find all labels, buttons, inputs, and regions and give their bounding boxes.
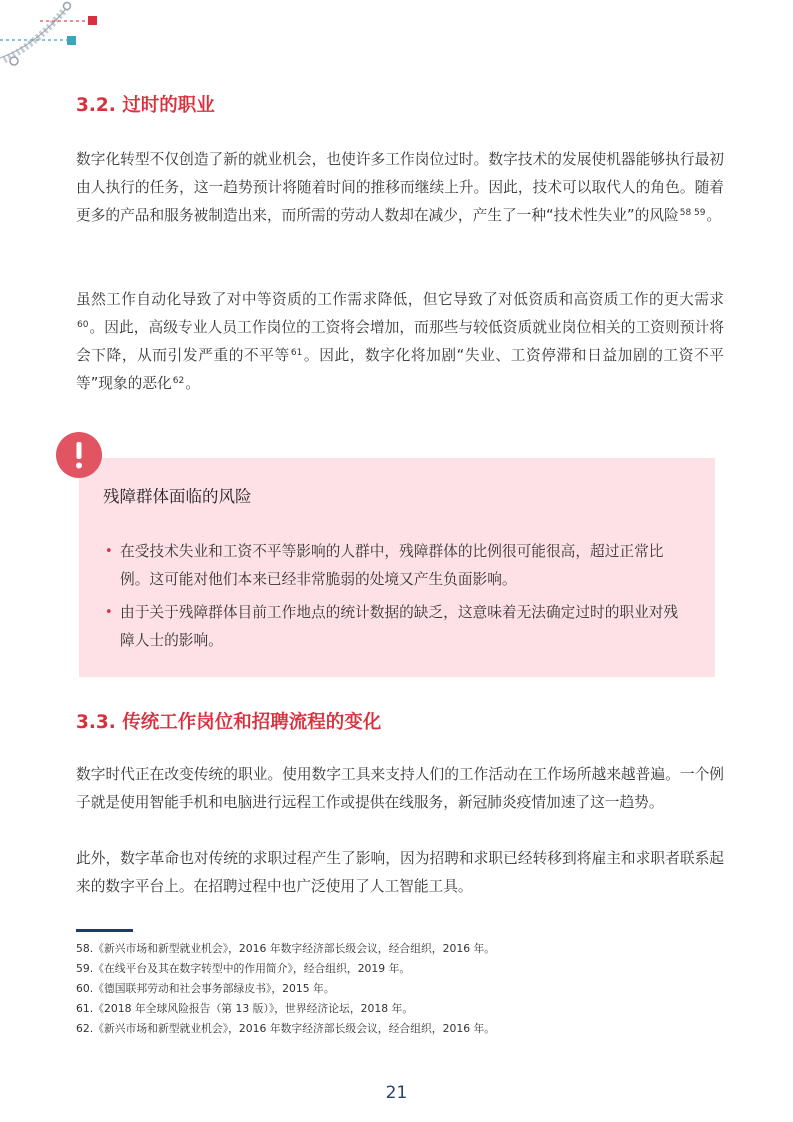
footnote-item: 61.《2018 年全球风险报告（第 13 版）》，世界经济论坛，2018 年。 (76, 1002, 414, 1015)
paragraph-obsolete-jobs: 数字化转型不仅创造了新的就业机会，也使许多工作岗位过时。数字技术的发展使机器能够执行最初由人执行的任务，这一趋势预计将随着时间的推移而继续上升。因此，技术可以取代人的角色。随着更多的产品和服务被制造出来，而所需的劳动人数却在减少，产生了一种“技术性失业”的风险$^{58 59}$。 (76, 151, 724, 224)
section-heading-3-3: 3.3. 传统工作岗位和招聘流程的变化 (76, 712, 382, 733)
footnote-list (76, 939, 736, 1039)
bullet-icon: • (105, 605, 113, 620)
footnote-item: 59.《在线平台及其在数字转型中的作用简介》，经合组织，2019 年。 (76, 962, 411, 975)
callout-list-item: • 由于关于残障群体目前工作地点的统计数据的缺乏，这意味着无法确定过时的职业对残障人士的影响。 (103, 599, 691, 655)
bullet-icon: • (105, 544, 113, 559)
footnote-item: 58.《新兴市场和新型就业机会》，2016 年数字经济部长级会议，经合组织，2016 年。 (76, 942, 496, 955)
footnote-ref[interactable]: 58 59 (679, 208, 706, 218)
page-number: 21 (385, 1083, 408, 1103)
paragraph-traditional-jobs: 数字时代正在改变传统的职业。使用数字工具来支持人们的工作活动在工作场所越来越普遍。一个例子就是使用智能手机和电脑进行远程工作或提供在线服务，新冠肺炎疫情加速了这一趋势。 (76, 766, 724, 811)
callout-list-item: • 在受技术失业和工资不平等影响的人群中，残障群体的比例很可能很高，超过正常比例。这可能对他们本来已经非常脆弱的处境又产生负面影响。 (103, 538, 691, 594)
footnote-ref[interactable]: 60 (77, 320, 89, 330)
section-heading-3-2: 3.2. 过时的职业 (76, 95, 215, 116)
risk-callout-box (79, 458, 715, 677)
footnote-ref[interactable]: 61 (290, 348, 303, 358)
footnote-item: 62.《新兴市场和新型就业机会》，2016 年数字经济部长级会议，经合组织，2016 年。 (76, 1022, 496, 1035)
corner-decoration (0, 0, 110, 75)
footnote-item: 60.《德国联邦劳动和社会事务部绿皮书》，2015 年。 (76, 982, 335, 995)
footnote-divider (76, 929, 133, 932)
paragraph-wage-inequality: 虽然工作自动化导致了对中等资质的工作需求降低，但它导致了对低资质和高资质工作的更大需求$^{60}$。因此，高级专业人员工作岗位的工资将会增加，而那些与较低资质就业岗位相关的工资则预计将会下降，从而引发严重的不平等$^{61}$。因此，数字化将加剧“失业、工资停滞和日益加剧的工资不平等”现象的恶化$^{62}$。 (76, 291, 724, 392)
callout-title: 残障群体面临的风险 (103, 487, 252, 506)
exclamation-glyph (56, 432, 102, 478)
paragraph-recruitment: 此外，数字革命也对传统的求职过程产生了影响，因为招聘和求职已经转移到将雇主和求职者联系起来的数字平台上。在招聘过程中也广泛使用了人工智能工具。 (76, 850, 724, 895)
exclamation-icon (56, 432, 102, 478)
callout-list (103, 538, 691, 660)
footnote-ref[interactable]: 62 (172, 376, 185, 386)
